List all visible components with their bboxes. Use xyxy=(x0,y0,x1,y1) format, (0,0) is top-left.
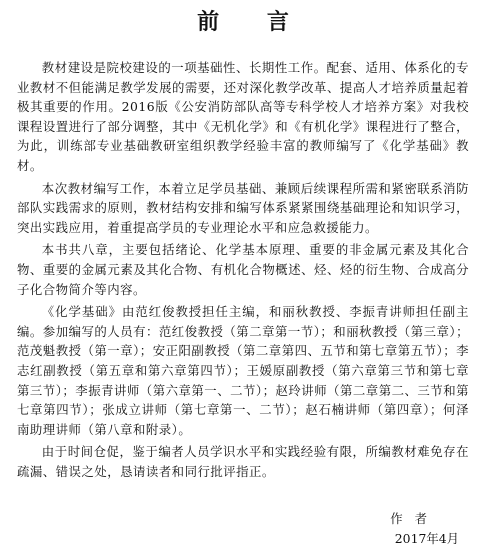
signature-date: 2017年4月 xyxy=(394,531,459,547)
paragraph-authors: 《化学基础》由范红俊教授担任主编，和丽秋教授、李振青讲师担任副主编。参加编写的人员有：范红俊教授（第二章第一节）；和丽秋教授（第三章）；范茂魁教授（第一章）；安正阳副教授（第二章第四、五节和第七章第五节）；李志红副教授（第五章和第六章第四节）；王媛原副教授（第六章第三节和第七章第三节）；李振青讲师（第六章第一、二节）；赵玲讲师（第二章第二、三节和第七章第四节）；张成立讲师（第七章第一、二节）；赵石楠讲师（第四章）；何泽南助理讲师（第八章和附录）。 xyxy=(17,304,469,437)
paragraph-contents: 本书共八章，主要包括绪论、化学基本原理、重要的非金属元素及其化合物、重要的金属元素及其化合物、有机化合物概述、烃、烃的衍生物、合成高分子化合物简介等内容。 xyxy=(17,242,469,297)
paragraph-principles: 本次教材编写工作，本着立足学员基础、兼顾后续课程所需和紧密联系消防部队实践需求的原则，教材结构安排和编写体系紧紧围绕基础理论和知识学习，突出实践应用，着重提高学员的专业理论水平和应急救援能力。 xyxy=(17,180,469,235)
signature-author: 作者 xyxy=(390,511,439,527)
page-title: 前 言 xyxy=(197,10,309,35)
paragraph-intro: 教材建设是院校建设的一项基础性、长期性工作。配套、适用、体系化的专业教材不但能满足教学发展的需要，还对深化教学改革、提高人才培养质量起着极其重要的作用。2016版《公安消防部队高等专科学校人才培养方案》对我校课程设置进行了部分调整，其中《无机化学》和《有机化学》课程进行了整合，为此，训练部专业基础教研室组织教学经验丰富的教师编写了《化学基础》教材。 xyxy=(17,60,469,173)
paragraph-closing: 由于时间仓促，鉴于编者人员学识水平和实践经验有限，所编教材难免存在疏漏、错误之处，恳请读者和同行批评指正。 xyxy=(17,444,469,479)
